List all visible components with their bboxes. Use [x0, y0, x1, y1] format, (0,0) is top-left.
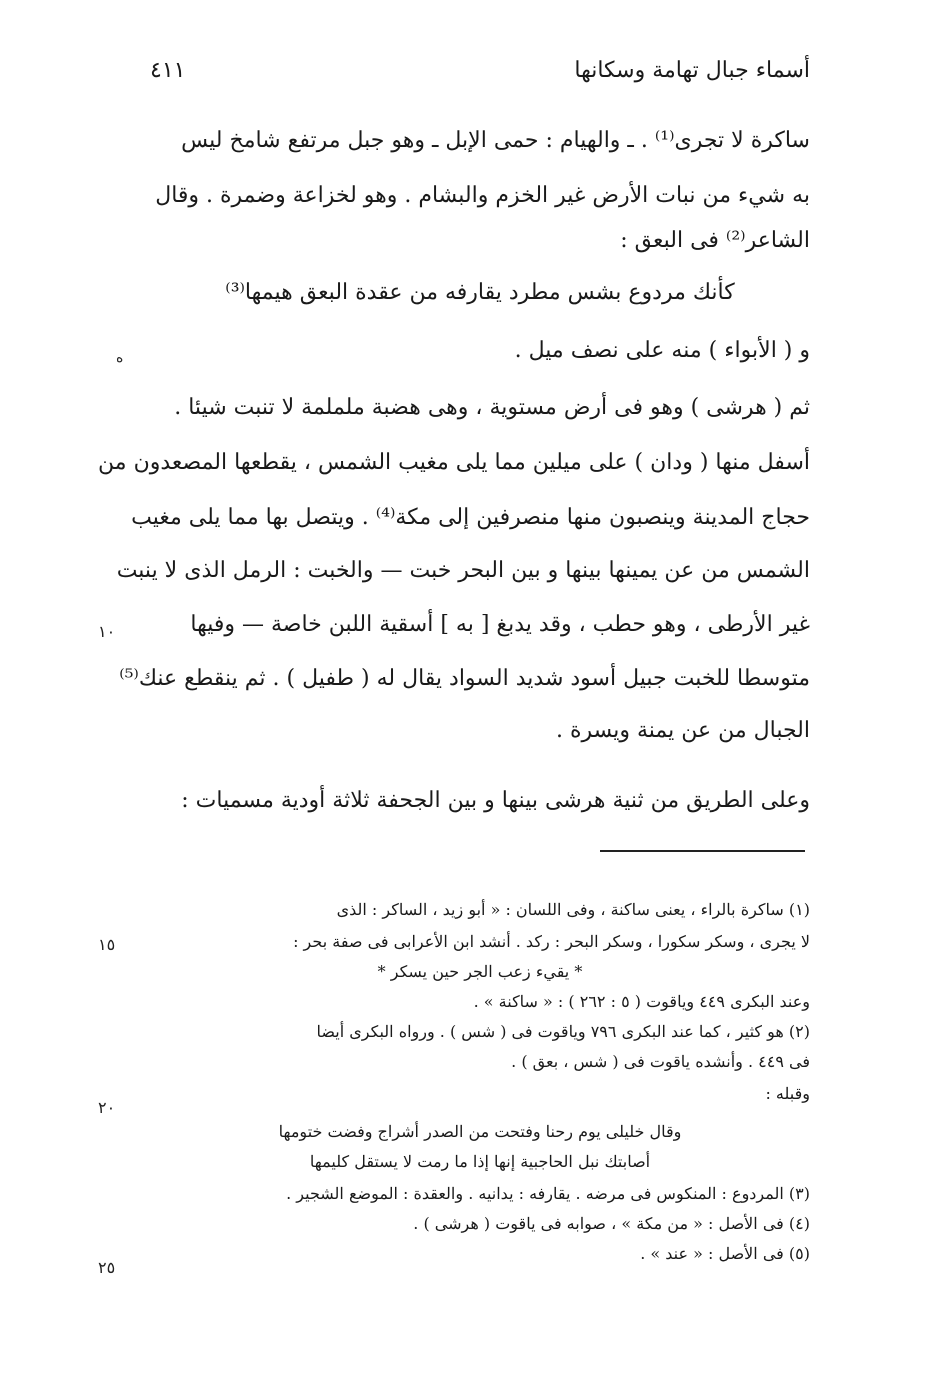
text-line: غير الأرطى ، وهو حطب ، وقد يدبغ [ به ] أسقية اللبن خاصة — وفيها [190, 612, 810, 637]
margin-line-number: ١٠ [98, 622, 116, 641]
footnote-line: فى ٤٤٩ . وأنشده ياقوت فى ( شس ، بعق ) . [511, 1052, 810, 1071]
footnote-line: (٥) فى الأصل : « عند » . [640, 1244, 810, 1263]
footnote-separator [600, 850, 805, 852]
text-line: الجبال من عن يمنة ويسرة . [555, 718, 810, 743]
footnote-line: (٣) المردوع : المنكوس فى مرضه . يقارفه : يدانيه . والعقدة : الموضع الشجير . [286, 1184, 810, 1203]
margin-mark: ه [116, 350, 124, 366]
text-line: أسفل منها ( ودان ) على ميلين مما يلى مغيب الشمس ، يقطعها المصعدون من [98, 450, 810, 475]
footnote-line: (١) ساكرة بالراء ، يعنى ساكنة ، وفى اللسان : « أبو زيد ، الساكر : الذى [336, 900, 810, 919]
margin-line-number: ٢٥ [98, 1258, 116, 1277]
running-title: أسماء جبال تهامة وسكانها [574, 58, 810, 83]
text-line: الشاعر⁽²⁾ فى البعق : [620, 228, 810, 253]
footnote-line: وعند البكرى ٤٤٩ وياقوت ( ٥ : ٢٦٢ ) : « ساكنة » . [473, 992, 810, 1011]
text-line: ثم ( هرشى ) وهو فى أرض مستوية ، وهى هضبة ململمة لا تنبت شيئا . [174, 395, 810, 420]
footnote-line: (٢) هو كثير ، كما عند البكرى ٧٩٦ وياقوت فى ( شس ) . ورواه البكرى أيضا [316, 1022, 810, 1041]
page-number: ٤١١ [150, 58, 186, 83]
text-line: به شيء من نبات الأرض غير الخزم والبشام . وهو لخزاعة وضمرة . وقال [155, 183, 810, 208]
text-line: حجاج المدينة وينصبون منها منصرفين إلى مكة⁽⁴⁾ . ويتصل بها مما يلى مغيب [131, 505, 810, 530]
text-line: و ( الأبواء ) منه على نصف ميل . [514, 338, 810, 363]
text-line: وعلى الطريق من ثنية هرشى بينها و بين الجحفة ثلاثة أودية مسميات : [181, 788, 810, 813]
footnote-line: لا يجرى ، وسكر سكورا ، وسكر البحر : ركد . أنشد ابن الأعرابى فى صفة بحر : [293, 932, 810, 951]
text-line: الشمس من عن يمينها بينها و بين البحر خبت — والخبت : الرمل الذى لا ينبت [116, 558, 810, 583]
text-line: ساكرة لا تجرى⁽¹⁾ . ـ والهيام : حمى الإبل ـ وهو جبل مرتفع شامخ ليس [181, 128, 810, 153]
text-line: متوسطا للخبت جبيل أسود شديد السواد يقال له ( طفيل ) . ثم ينقطع عنك⁽⁵⁾ [119, 666, 810, 691]
margin-line-number: ١٥ [98, 935, 116, 954]
footnote-line: وقبله : [765, 1084, 810, 1103]
running-header [150, 58, 810, 98]
margin-line-number: ٢٠ [98, 1098, 116, 1117]
footnote-verse: * يقيء زعب الجر حين يسكر * [377, 962, 583, 981]
footnote-line: (٤) فى الأصل : « من مكة » ، صوابه فى ياقوت ( هرشى ) . [413, 1214, 810, 1233]
footnote-verse: أصابتك نبل الحاجبية إنها إذا ما رمت لا يستقل كليمها [309, 1152, 651, 1171]
footnote-verse: وقال خليلى يوم رحنا وفتحت من الصدر أشراج وفضت ختومها [278, 1122, 682, 1141]
verse-line: كأنك مردوع بشس مطرد يقارفه من عقدة البعق هيمها⁽³⁾ [225, 280, 735, 305]
